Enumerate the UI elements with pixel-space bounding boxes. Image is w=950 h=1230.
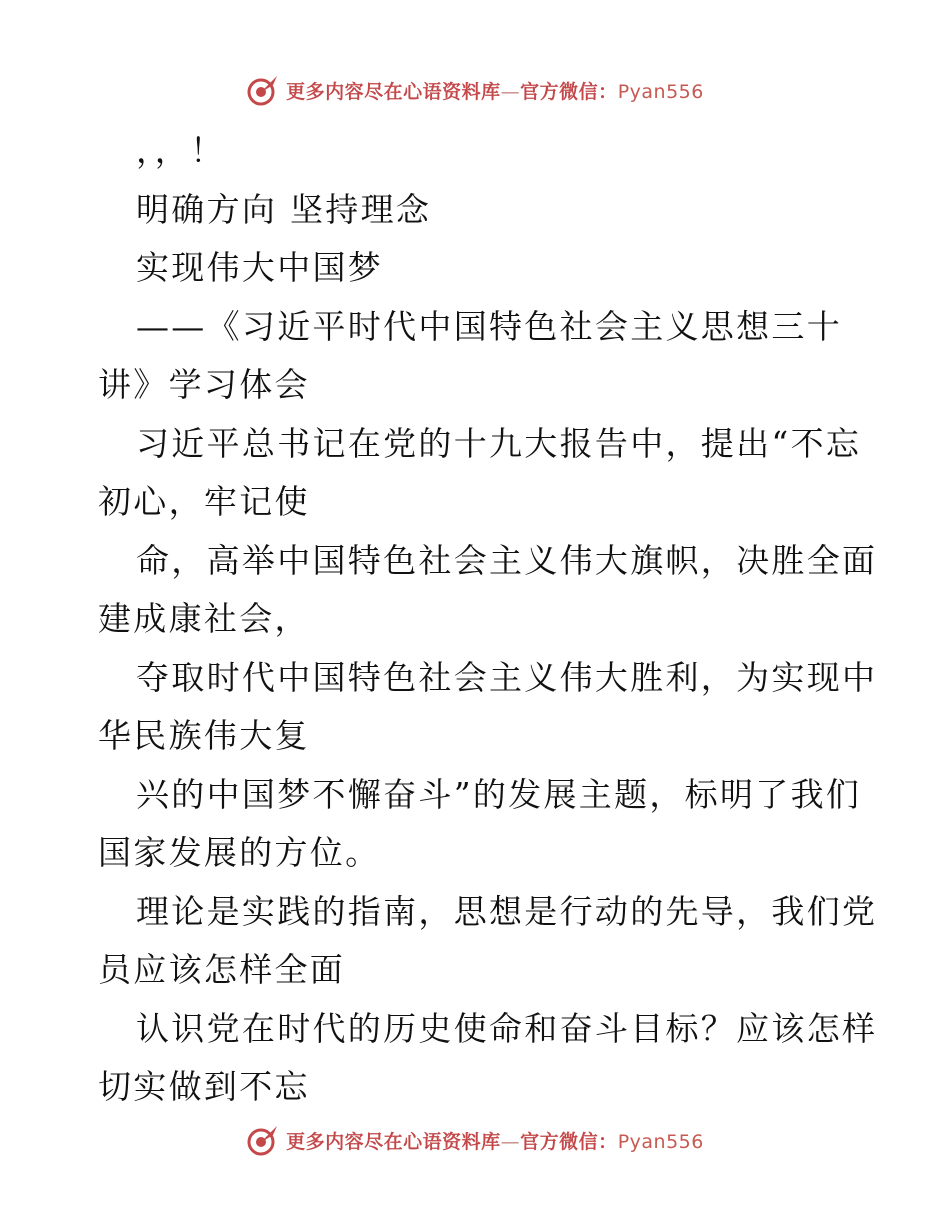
text-line: 实现伟大中国梦 <box>136 248 384 287</box>
text-line: 建成康社会， <box>98 599 310 638</box>
text-line: 初心，牢记使 <box>98 482 310 521</box>
document-body <box>98 122 878 1117</box>
text-line: 兴的中国梦不懈奋斗”的发展主题，标明了我们 <box>136 774 862 814</box>
text-line: 认识党在时代的历史使命和奋斗目标？应该怎样 <box>136 1008 878 1048</box>
text-line: 夺取时代中国特色社会主义伟大胜利，为实现中 <box>136 657 878 697</box>
watermark-prefix: 更多内容尽在心语资料库 <box>286 1130 501 1153</box>
text-line: ，，！ <box>136 131 226 170</box>
text-line: 命，高举中国特色社会主义伟大旗帜，决胜全面 <box>136 540 878 580</box>
text-line: 讲》学习体会 <box>98 365 310 404</box>
text-line: 切实做到不忘 <box>98 1067 310 1106</box>
watermark-dash: — <box>500 1130 521 1153</box>
watermark-suffix: 官方微信： <box>520 80 618 103</box>
watermark-text <box>286 77 704 104</box>
watermark-handle: Pyan556 <box>617 1130 704 1153</box>
quill-logo-icon <box>246 73 280 107</box>
text-line: 习近平总书记在党的十九大报告中，提出“不忘 <box>136 423 862 463</box>
watermark-dash: — <box>500 80 521 103</box>
text-line: 华民族伟大复 <box>98 716 310 755</box>
quill-logo-icon <box>246 1123 280 1157</box>
text-line: 员应该怎样全面 <box>98 950 346 989</box>
watermark-suffix: 官方微信： <box>520 1130 618 1153</box>
watermark-handle: Pyan556 <box>617 80 704 103</box>
watermark-prefix: 更多内容尽在心语资料库 <box>286 80 501 103</box>
text-line: ——《习近平时代中国特色社会主义思想三十 <box>136 306 842 346</box>
text-line: 理论是实践的指南，思想是行动的先导，我们党 <box>136 891 878 931</box>
watermark-text <box>286 1127 704 1154</box>
header-watermark <box>0 72 950 108</box>
footer-watermark <box>0 1122 950 1158</box>
text-line: 国家发展的方位。 <box>98 833 381 872</box>
text-line: 明确方向 坚持理念 <box>136 189 432 229</box>
